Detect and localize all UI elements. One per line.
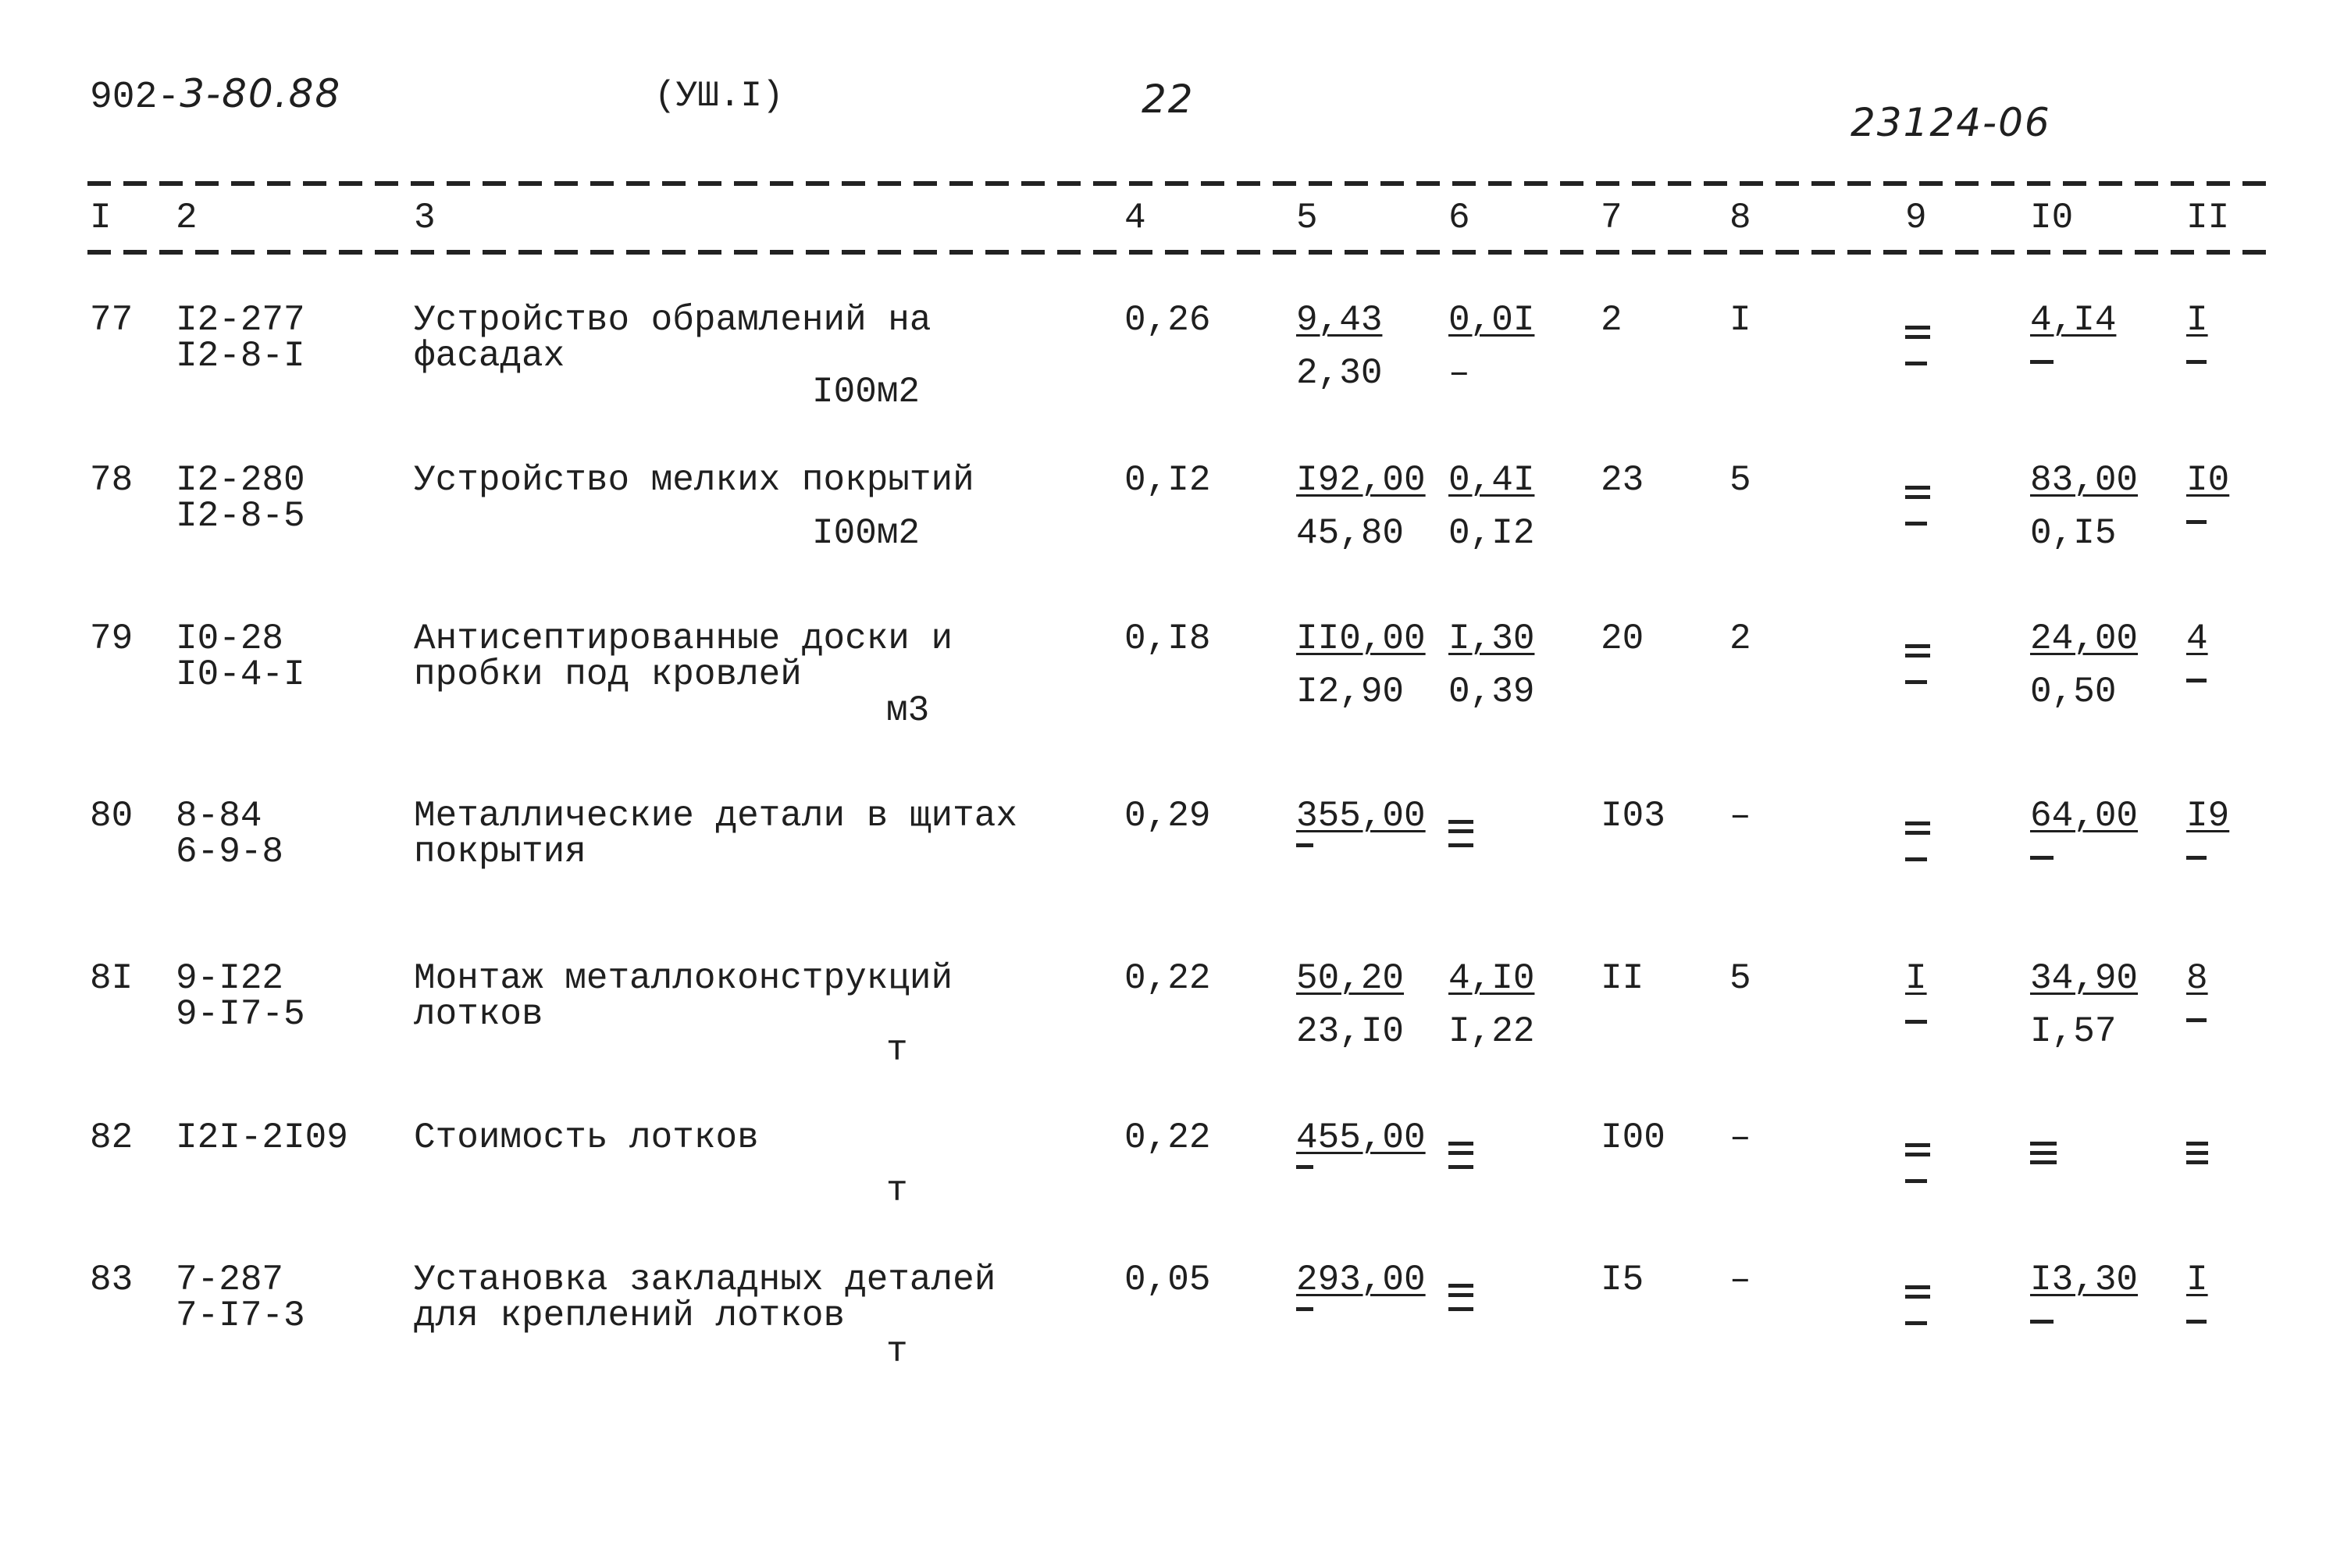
work-description: Антисептированные доски и	[414, 618, 953, 659]
machine-hours: 5	[1729, 958, 1751, 999]
col10-total: 34,90	[2030, 958, 2139, 999]
column-header-8: 8	[1729, 198, 1751, 238]
machine-cost: I,30	[1448, 618, 1535, 659]
header-top-rule	[87, 181, 2272, 186]
col11-value: I9	[2186, 796, 2230, 836]
work-description: Устройство мелких покрытий	[414, 460, 974, 501]
col9-value: I	[1905, 958, 1927, 999]
equals-mark	[2186, 1142, 2208, 1146]
cost-wages: 45,80	[1296, 513, 1405, 554]
quantity-value: 0,05	[1124, 1260, 1211, 1300]
col10-total: 4,I4	[2030, 300, 2117, 340]
work-description: Установка закладных деталей	[414, 1260, 996, 1300]
page-number: 22	[1142, 77, 1195, 122]
quantity-value: 0,22	[1124, 1117, 1211, 1158]
work-description-line2: лотков	[414, 994, 543, 1035]
column-header-2: 2	[176, 198, 198, 238]
col10-total: 24,00	[2030, 618, 2139, 659]
norm-code: 9-I7-5	[176, 994, 305, 1035]
work-description-line2: покрытия	[414, 832, 586, 872]
machine-hours: –	[1729, 1260, 1751, 1300]
row-number: 8I	[90, 958, 134, 999]
cost-total: 9,43	[1296, 300, 1383, 340]
work-description: Стоимость лотков	[414, 1117, 759, 1158]
document-number	[90, 71, 342, 119]
price-code: I2I-2I09	[176, 1117, 348, 1158]
quantity-value: 0,I2	[1124, 460, 1211, 501]
dash-mark	[2186, 679, 2207, 682]
column-header-5: 5	[1296, 198, 1318, 238]
work-description: Монтаж металлоконструкций	[414, 958, 953, 999]
dash-mark	[1905, 362, 1927, 365]
dash-mark	[1296, 1165, 1313, 1169]
equals-mark	[1905, 326, 1930, 330]
col10-sub: I,57	[2030, 1011, 2117, 1052]
column-header-10: I0	[2030, 198, 2074, 238]
col10-sub: 0,I5	[2030, 513, 2117, 554]
column-header-9: 9	[1905, 198, 1927, 238]
dash-mark	[1905, 522, 1927, 526]
dash-mark	[2030, 856, 2054, 860]
machine-hours: I	[1729, 300, 1751, 340]
dash-mark	[2186, 1018, 2207, 1022]
column-header-3: 3	[414, 198, 436, 238]
column-header-6: 6	[1448, 198, 1470, 238]
equals-mark	[1905, 1285, 1930, 1289]
norm-code: I0-4-I	[176, 654, 305, 695]
dash-mark	[2186, 856, 2207, 860]
equals-mark	[1905, 821, 1930, 825]
quantity-value: 0,22	[1124, 958, 1211, 999]
measure-unit: т	[886, 1171, 908, 1211]
cost-total: 455,00	[1296, 1117, 1426, 1158]
column-header-4: 4	[1124, 198, 1146, 238]
dash-mark	[1905, 680, 1927, 684]
equals-mark	[1448, 820, 1473, 824]
col11-value: I	[2186, 300, 2208, 340]
dash-mark	[2186, 1320, 2207, 1324]
machine-hours: 2	[1729, 618, 1751, 659]
labor-value: 20	[1601, 618, 1644, 659]
dash-mark	[2186, 360, 2207, 364]
machine-wages: I,22	[1448, 1011, 1535, 1052]
dash-mark	[1448, 1165, 1473, 1169]
dash-mark	[2186, 520, 2207, 524]
work-description-line2: пробки под кровлей	[414, 654, 802, 695]
cost-total: 293,00	[1296, 1260, 1426, 1300]
col10-total: 83,00	[2030, 460, 2139, 501]
dash-mark	[1296, 1307, 1313, 1311]
measure-unit: I00м2	[812, 372, 921, 412]
machine-wages: 0,I2	[1448, 513, 1535, 554]
machine-cost: 4,I0	[1448, 958, 1535, 999]
labor-value: 23	[1601, 460, 1644, 501]
row-number: 77	[90, 300, 134, 340]
cost-wages: I2,90	[1296, 672, 1405, 712]
col11-value: I0	[2186, 460, 2230, 501]
section-label: (УШ.I)	[654, 76, 784, 116]
norm-code: 6-9-8	[176, 832, 284, 872]
dash-mark	[2030, 1320, 2054, 1324]
row-number: 79	[90, 618, 134, 659]
measure-unit: I00м2	[812, 513, 921, 554]
machine-hours: 5	[1729, 460, 1751, 501]
row-number: 82	[90, 1117, 134, 1158]
equals-mark	[2030, 1142, 2057, 1146]
column-header-11: II	[2186, 198, 2230, 238]
row-number: 78	[90, 460, 134, 501]
equals-mark	[1905, 644, 1930, 648]
labor-value: I03	[1601, 796, 1665, 836]
cost-total: II0,00	[1296, 618, 1426, 659]
quantity-value: 0,26	[1124, 300, 1211, 340]
machine-wages: –	[1448, 353, 1470, 394]
cost-wages: 23,I0	[1296, 1011, 1405, 1052]
machine-hours: –	[1729, 796, 1751, 836]
dash-mark	[1296, 843, 1313, 847]
equals-mark	[1448, 1142, 1473, 1146]
document-number-handwritten: 3-80.88	[180, 71, 342, 116]
cost-total: 50,20	[1296, 958, 1405, 999]
col10-sub: 0,50	[2030, 672, 2117, 712]
column-header-1: I	[90, 198, 112, 238]
norm-code: I2-8-I	[176, 336, 305, 376]
dash-mark	[1905, 857, 1927, 861]
measure-unit: т	[886, 1331, 908, 1372]
machine-hours: –	[1729, 1117, 1751, 1158]
price-code: 8-84	[176, 796, 262, 836]
dash-mark	[2030, 360, 2054, 364]
cost-total: 355,00	[1296, 796, 1426, 836]
quantity-value: 0,29	[1124, 796, 1211, 836]
labor-value: I5	[1601, 1260, 1644, 1300]
price-code: I0-28	[176, 618, 284, 659]
work-description-line2: для креплений лотков	[414, 1295, 846, 1336]
col11-value: I	[2186, 1260, 2208, 1300]
price-code: 7-287	[176, 1260, 284, 1300]
price-code: I2-277	[176, 300, 305, 340]
equals-mark	[1448, 1284, 1473, 1288]
price-code: 9-I22	[176, 958, 284, 999]
cost-wages: 2,30	[1296, 353, 1383, 394]
labor-value: 2	[1601, 300, 1623, 340]
col11-value: 8	[2186, 958, 2208, 999]
col11-value: 4	[2186, 618, 2208, 659]
machine-cost: 0,0I	[1448, 300, 1535, 340]
quantity-value: 0,I8	[1124, 618, 1211, 659]
work-description: Металлические детали в щитах	[414, 796, 1017, 836]
machine-wages: 0,39	[1448, 672, 1535, 712]
col10-total: 64,00	[2030, 796, 2139, 836]
equals-mark	[1905, 1143, 1930, 1147]
price-code: I2-280	[176, 460, 305, 501]
row-number: 80	[90, 796, 134, 836]
equals-mark	[1905, 486, 1930, 490]
machine-cost: 0,4I	[1448, 460, 1535, 501]
measure-unit: т	[886, 1030, 908, 1071]
dash-mark	[1448, 843, 1473, 847]
cost-total: I92,00	[1296, 460, 1426, 501]
norm-code: I2-8-5	[176, 496, 305, 536]
dash-mark	[1448, 1307, 1473, 1311]
work-description-line2: фасадах	[414, 336, 565, 376]
col10-total: I3,30	[2030, 1260, 2139, 1300]
document-number-prefix: 902-	[90, 77, 180, 119]
measure-unit: м3	[886, 690, 930, 731]
dash-mark	[1905, 1179, 1927, 1183]
dash-mark	[1905, 1020, 1927, 1024]
work-description: Устройство обрамлений на	[414, 300, 931, 340]
dash-mark	[1905, 1321, 1927, 1325]
norm-code: 7-I7-3	[176, 1295, 305, 1336]
inventory-number: 23124-06	[1851, 100, 2051, 145]
row-number: 83	[90, 1260, 134, 1300]
labor-value: II	[1601, 958, 1644, 999]
labor-value: I00	[1601, 1117, 1665, 1158]
header-bottom-rule	[87, 250, 2272, 255]
column-header-7: 7	[1601, 198, 1623, 238]
